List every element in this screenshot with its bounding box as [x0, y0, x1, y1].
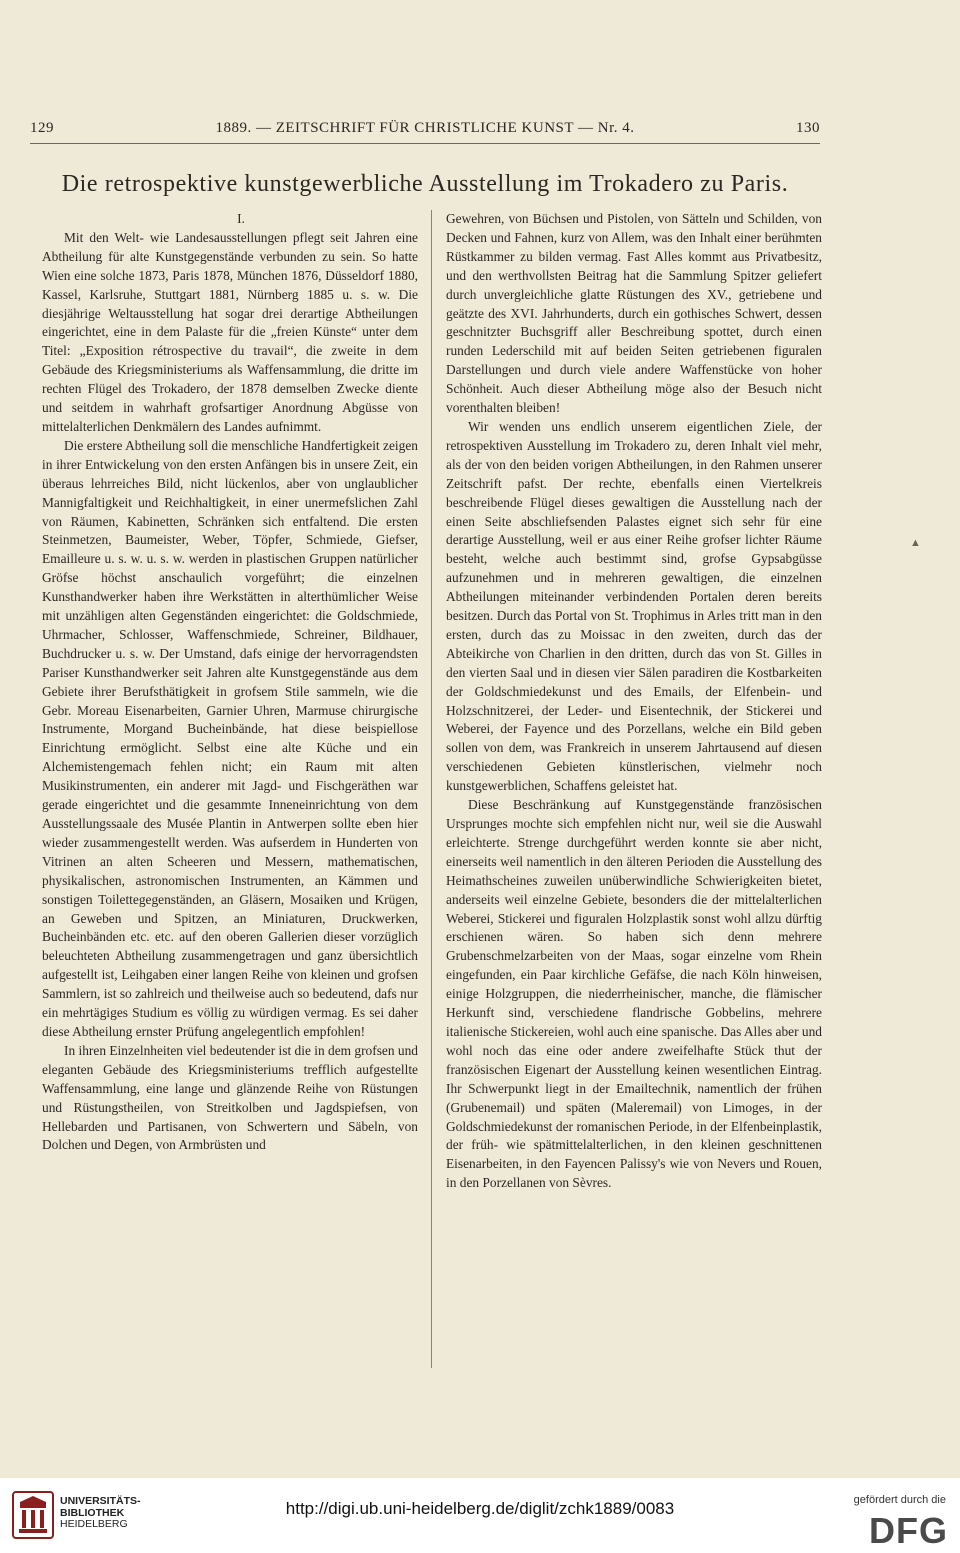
header-rule: [30, 143, 820, 144]
article-title: Die retrospektive kunstgewerbliche Ausstellung im Trokadero zu Paris.: [61, 171, 789, 197]
paragraph: Die erstere Abtheilung soll die menschliche Handfertigkeit zeigen in ihrer Entwickelung von den ersten Anfängen bis in unsere Zeit, ein überaus lehrreiches Bild, nicht lückenlos, aber von unglaublicher Mannigfaltigkeit und Reichhaltigkeit, in einer unermefslichen Zahl von Räumen, Kabinetten, Schränken sich entfaltend. Die ersten Steinmetzen, Baumeister, Weber, Töpfer, Schmiede, Giefser, Emailleure u. s. w. u. s. w. werden in plastischen Gruppen natürlicher Gröfse höchst anschaulich vorgeführt; die einzelnen Kunsthandwerker haben ihre Werkstätten in alterthümlicher Weise mit unzähligen alten Gegenständen eingerichtet: die Goldschmiede, Uhrmacher, Schlosser, Waffenschmiede, Schreiner, Bildhauer, Buchdrucker u. s. w. Der Umstand, dafs einige der hervorragendsten Pariser Kunsthandwerker seit Jahren alte Kunstgegenstände aus dem Gebiete ihrer Berufsthätigkeit in grofsem Stile sammeln, wie die Gebr. Moreau Eisenarbeiten, Garnier Uhren, Marmuse chirurgische Instrumente, Morgand Bucheinbände, hat diese beispiellose Einrichtung ermöglicht. Selbst eine alte Küche und ein Alchemistengemach fehlen nicht; ein Raum mit alten Musikinstrumenten, ein anderer mit Jagd- und Fischgeräthen war gerade eingerichtet und die gesammte Inneneinrichtung von dem Ausstellungssaale des Musée Plantin in Antwerpen sollte eben hier wieder zusammengestellt werden. Was aufserdem in Hunderten von Vitrinen an alten Scheeren und Messern, mathematischen, physikalischen, astronomischen Instrumenten, an Kämmen und sonstigen Toilettegegenständen, an Gläsern, Mosaiken und Krügen, an Geweben und Spitzen, an Miniaturen, Druckwerken, Bucheinbänden etc. etc. auf den oberen Gallerien dieser vorzüglich beleuchteten Abtheilung zusammengetragen und ganz übersichtlich aufgestellt ist, Leihgaben einer langen Reihe von kleinen und grofsen Sammlern, ist so zahlreich und theilweise auch so bedeutend, dafs nur ein mehrtägiges Studium es völlig zu würdigen vermag. Es sei daher diese Abtheilung ernster Prüfung angelegentlich empfohlen!: [42, 437, 418, 1039]
university-name: UNIVERSITÄTS- BIBLIOTHEK HEIDELBERG: [60, 1495, 141, 1530]
dfg-logo: DFG: [869, 1510, 948, 1551]
journal-header: 1889. — ZEITSCHRIFT FÜR CHRISTLICHE KUNST — Nr. 4.: [215, 120, 635, 136]
dfg-funding-label: gefördert durch die: [853, 1494, 946, 1506]
column-divider: [431, 210, 432, 1368]
right-column: [446, 210, 822, 1193]
viewer-footer: [0, 1478, 960, 1553]
running-head: [30, 120, 820, 137]
paragraph: Wir wenden uns endlich unserem eigentlichen Ziele, der retrospektiven Ausstellung im Trokadero zu, deren Inhalt viel mehr, als der von den beiden vorigen Abtheilungen, in den Rahmen unserer Zeitschrift pafst. Der rechte, ebenfalls einen Viertelkreis beschreibende Flügel dieses gewaltigen die Ausstellung nach der einen Seite abschliefsenden Palastes eignet sich sehr für eine derartige Ausstellung, weil er aus einer Reihe grofser lichter Räume besteht, welche auch bestimmt sind, grofse Gypsabgüsse aufzunehmen und in mehreren gewaltigen, die einzelnen Abtheilungen miteinander verbindenden Portalen deren bereits besitzen. Durch das Portal von St. Trophimus in Arles tritt man in den ersten, durch das zu Moissac in den zweiten, durch das der Abteikirche von Charlien in den dritten, durch das von St. Gilles in den vierten Saal und in diesen vier Sälen paradiren die Kostbarkeiten der Goldschmiedekunst und des Emails, der Elfenbein- und Holzschnitzerei, der Leder- und Eisentechnik, der Stickerei und Weberei, der Fayence und des Porzellans, welche ein Bild geben sollen von dem, was Frankreich in unserem Jahrtausend auf diesen verschiedenen Gebieten künstlerischen, vielmehr noch kunstgewerblichen, Schaffens geleistet hat.: [446, 418, 822, 794]
left-column: [42, 210, 418, 1155]
margin-mark: ▲: [910, 537, 921, 549]
paragraph: In ihren Einzelnheiten viel bedeutender ist die in dem grofsen und eleganten Gebäude des Kriegsministeriums trefflich aufgestellte Waffensammlung, eine lange und glänzende Reihe von Rüstungen und Rüstungstheilen, von Streitkolben und Jagdspiefsen, von Hellebarden und Partisanen, von Schwertern und Säbeln, von Dolchen und Degen, von Armbrüsten und: [42, 1042, 418, 1153]
page-number-left: 129: [30, 120, 54, 136]
paragraph: Gewehren, von Büchsen und Pistolen, von Sätteln und Schilden, von Decken und Fahnen, kurz von Allem, was den Inhalt einer berühmten Rüstkammer zu bilden vermag. Fast Alles kommt aus Privatbesitz, und den werthvollsten Beitrag hat die Sammlung Spitzer geliefert durch unvergleichliche glatte Rüstungen des XV., getriebene und geätzte des XVI. Jahrhunderts, durch ein gothisches Schwert, dessen geschnitzter Buchsgriff aller Beschreibung spottet, durch einen runden Lederschild mit auf beiden Seiten getriebenen figuralen Darstellungen und durch viele andere Waffenstücke von hoher Schönheit. Auch dieser Abtheilung möge also der Besuch nicht vorenthalten bleiben!: [446, 211, 822, 416]
section-number: I.: [237, 211, 245, 226]
paragraph: Diese Beschränkung auf Kunstgegenstände französischen Ursprunges mochte sich empfehlen nicht nur, weil sie die Auswahl erleichterte. Strenge durchgeführt werden konnte sie aber nicht, einerseits weil namentlich in den älteren Perioden die Ausstellung des Heimathscheines zuweilen unüberwindliche Schwierigkeiten bietet, anderseits weil einzelne Gebiete, besonders die der mittelalterlichen Weberei, Stickerei und figuralen Holzplastik sonst wohl allzu dürftig erschienen wären. So haben sich denn mehrere Grubenschmelzarbeiten von der Maas, sogar einzelne vom Rhein eingefunden, ein Paar kirchliche Gefäfse, die nach Köln hinweisen, einige Holzgruppen, die niederrheinischer, manche, die flämischer Herkunft sind, verschiedene flandrische Gobbelins, mehrere italienische Stickereien, wohl auch eine spanische. Das Alles aber und wohl noch das eine oder andere zweifelhafte Stück thut der französischen Eigenart der Ausstellung keinen wesentlichen Eintrag. Ihr Schwerpunkt liegt in der Emailtechnik, namentlich der frühen (Grubenemail) und späten (Maleremail) von Limoges, in der Goldschmiedekunst der romanischen Periode, in der Elfenbeinplastik, der früh- wie spätmittelalterlichen, in den kleinen geschnittenen Eisenarbeiten, in den Fayencen Palissy's wie von Nevers und Rouen, in den Porzellanen von Sèvres.: [446, 797, 822, 1191]
paragraph: Mit den Welt- wie Landesausstellungen pflegt seit Jahren eine Abtheilung für alte Kunstgegenstände verbunden zu sein. So hatte Wien eine solche 1873, Paris 1878, München 1876, Düsseldorf 1880, Kassel, Karlsruhe, Stuttgart 1881, Nürnberg 1885 u. s. w. Die diesjährige Weltausstellung hat sogar drei derartige Abtheilungen eingerichtet, eine in dem Palaste für die „freien Künste“ unter dem Titel: „Exposition rétrospective du travail“, die zweite in dem Gebäude des Kriegsministeriums als Waffensammlung, die dritte im rechten Flügel des Trokadero, der 1878 demselben Zwecke diente und seitdem in wahrhaft grofsartiger Anordnung Abgüsse von mittelalterlichen Denkmälern des Landes aufnimmt.: [42, 229, 418, 434]
permalink-url[interactable]: http://digi.ub.uni-heidelberg.de/diglit/zchk1889/0083: [285, 1499, 675, 1518]
page-number-right: 130: [796, 120, 820, 136]
